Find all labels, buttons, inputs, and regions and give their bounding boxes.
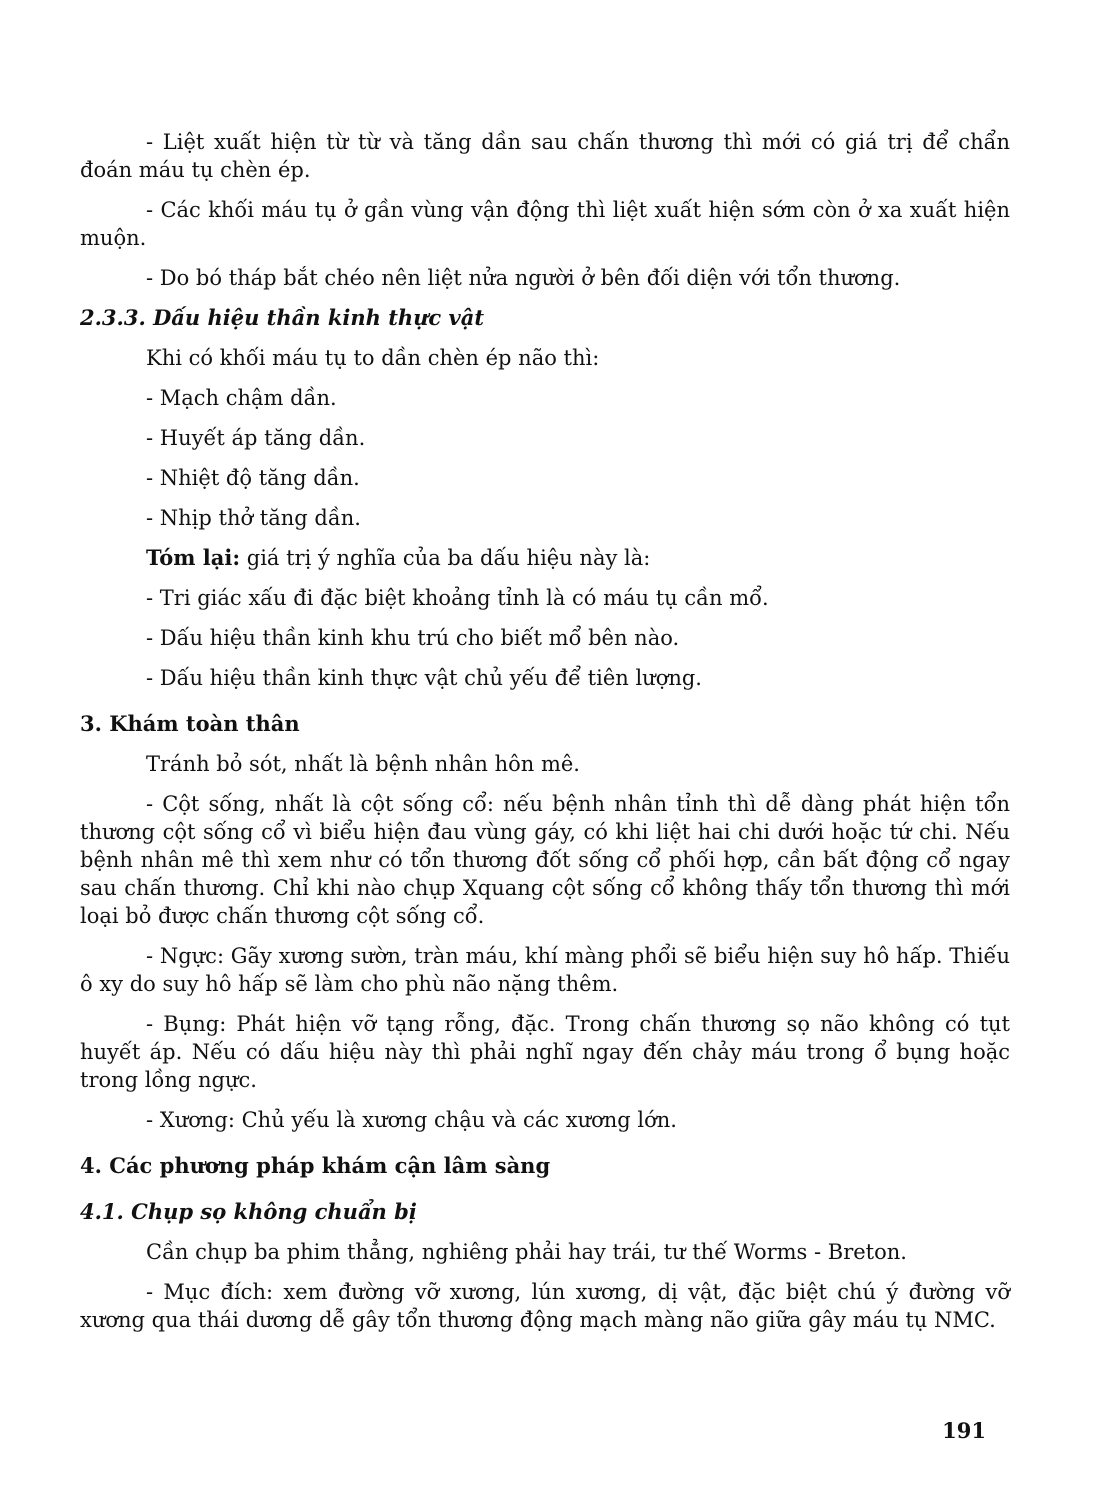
page-number: 191 (942, 1418, 986, 1443)
paragraph-xray-films: Cần chụp ba phim thẳng, nghiêng phải hay trái, tư thế Worms - Breton. (146, 1240, 907, 1264)
list-item: - Tri giác xấu đi đặc biệt khoảng tỉnh là có máu tụ cần mổ. (146, 586, 769, 610)
paragraph-motor-area: - Các khối máu tụ ở gần vùng vận động thì liệt xuất hiện sớm còn ở xa xuất hiện muộn. (80, 198, 1010, 250)
paragraph-spine: - Cột sống, nhất là cột sống cổ: nếu bệnh nhân tỉnh thì dễ dàng phát hiện tổn thương cột sống cổ vì biểu hiện đau vùng gáy, có khi liệt hai chi dưới hoặc tứ chi. Nếu bệnh nhân mê thì xem như có tổn thương đốt sống cổ phối hợp, cần bất động cổ ngay sau chấn thương. Chỉ khi nào chụp Xquang cột sống cổ không thấy tổn thương thì mới loại bỏ được chấn thương cột sống cổ. (80, 792, 1010, 928)
heading-4: 4. Các phương pháp khám cận lâm sàng (80, 1153, 551, 1178)
list-item: - Dấu hiệu thần kinh thực vật chủ yếu để tiên lượng. (146, 666, 702, 690)
paragraph-hematoma-intro: Khi có khối máu tụ to dần chèn ép não thì: (146, 346, 600, 370)
paragraph-bones: - Xương: Chủ yếu là xương chậu và các xương lớn. (146, 1108, 677, 1132)
list-item: - Nhiệt độ tăng dần. (146, 466, 360, 490)
summary-label: Tóm lại: (146, 545, 241, 570)
list-item: - Mạch chậm dần. (146, 386, 337, 410)
paragraph-pyramidal-tract: - Do bó tháp bắt chéo nên liệt nửa người ở bên đối diện với tổn thương. (146, 266, 901, 290)
list-item: - Nhịp thở tăng dần. (146, 506, 361, 530)
paragraph-abdomen: - Bụng: Phát hiện vỡ tạng rỗng, đặc. Trong chấn thương sọ não không có tụt huyết áp. Nếu có dấu hiệu này thì phải nghĩ ngay đến chảy máu trong ổ bụng hoặc trong lồng ngực. (80, 1012, 1010, 1092)
list-item: - Huyết áp tăng dần. (146, 426, 366, 450)
heading-3: 3. Khám toàn thân (80, 711, 300, 736)
paragraph-avoid-omission: Tránh bỏ sót, nhất là bệnh nhân hôn mê. (146, 752, 580, 776)
heading-4-1: 4.1. Chụp sọ không chuẩn bị (80, 1199, 417, 1224)
heading-2-3-3: 2.3.3. Dấu hiệu thần kinh thực vật (80, 305, 485, 330)
summary-text: giá trị ý nghĩa của ba dấu hiệu này là: (240, 546, 651, 570)
list-item: - Dấu hiệu thần kinh khu trú cho biết mổ bên nào. (146, 626, 680, 650)
paragraph-paralysis-progressive: - Liệt xuất hiện từ từ và tăng dần sau chấn thương thì mới có giá trị để chẩn đoán máu tụ chèn ép. (80, 130, 1010, 182)
paragraph-purpose: - Mục đích: xem đường vỡ xương, lún xương, dị vật, đặc biệt chú ý đường vỡ xương qua thái dương dễ gây tổn thương động mạch màng não giữa gây máu tụ NMC. (80, 1280, 1010, 1332)
paragraph-summary (146, 544, 1010, 572)
paragraph-chest: - Ngực: Gãy xương sườn, tràn máu, khí màng phổi sẽ biểu hiện suy hô hấp. Thiếu ô xy do suy hô hấp sẽ làm cho phù não nặng thêm. (80, 944, 1010, 996)
page-body (80, 128, 1010, 1334)
